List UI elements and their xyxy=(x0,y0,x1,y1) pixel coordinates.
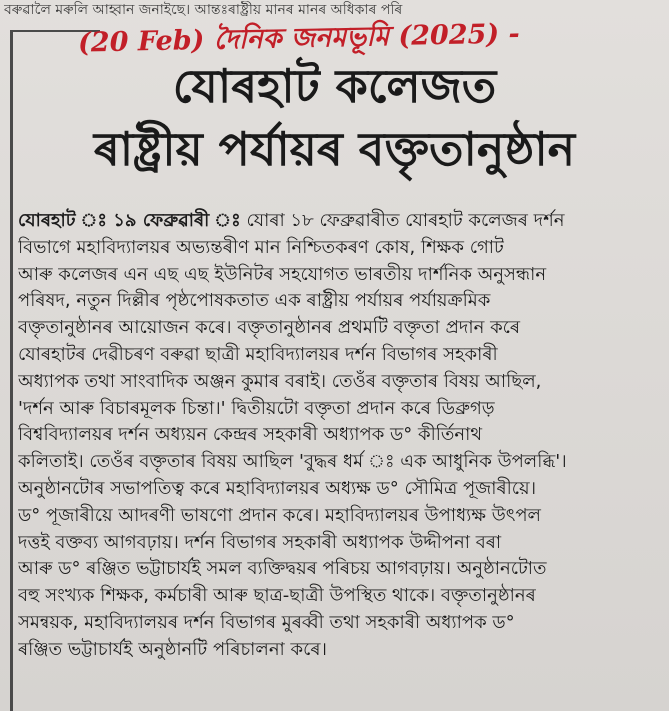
article-line: বিভাগে মহাবিদ্যালয়ৰ অভ্যন্তৰীণ মান নিশ্চিতকৰণ কোষ, শিক্ষক গোট xyxy=(18,236,504,258)
article-line-text: যোৰা ১৮ ফেব্ৰুৱাৰীত যোৰহাট কলেজৰ দৰ্শন xyxy=(240,210,565,231)
article-line: বহু সংখ্যক শিক্ষক, কৰ্মচাৰী আৰু ছাত্ৰ-ছাত্ৰী উপস্থিত থাকে। বক্তৃতানুষ্ঠানৰ xyxy=(18,585,536,607)
article-line: কলিতাই। তেওঁৰ বক্তৃতাৰ বিষয় আছিল 'বুদ্ধৰ ধৰ্ম ঃ এক আধুনিক উপলব্ধি'। xyxy=(18,451,567,473)
headline-line-2: ৰাষ্ট্ৰীয় পৰ্যায়ৰ বক্তৃতানুষ্ঠান xyxy=(93,122,576,176)
article-line: আৰু কলেজৰ এন এছ এছ ইউনিটৰ সহযোগত ভাৰতীয় দাৰ্শনিক অনুসন্ধান xyxy=(18,263,547,285)
headline-line-1: যোৰহাট কলেজত xyxy=(172,59,497,113)
article-body xyxy=(18,208,666,664)
article-line: পৰিষদ, নতুন দিল্লীৰ পৃষ্ঠপোষকতাত এক ৰাষ্ট্ৰীয় পৰ্যায়ৰ পৰ্যায়ক্ৰমিক xyxy=(18,290,491,312)
article-line xyxy=(18,208,666,235)
article-line: 'দৰ্শন আৰু বিচাৰমূলক চিন্তা।' দ্বিতীয়টো বক্তৃতা প্ৰদান কৰে ডিব্ৰুগড় xyxy=(18,397,495,419)
article-line: বিশ্ববিদ্যালয়ৰ দৰ্শন অধ্যয়ন কেন্দ্ৰৰ সহকাৰী অধ্যাপক ড° কীৰ্তিনাথ xyxy=(18,424,483,446)
article-line: অনুষ্ঠানটোৰ সভাপতিত্ব কৰে মহাবিদ্যালয়ৰ অধ্যক্ষ ড° সৌমিত্ৰ পূজাৰীয়ে। xyxy=(18,477,537,499)
article-line: বক্তৃতানুষ্ঠানৰ আয়োজন কৰে। বক্তৃতানুষ্ঠানৰ প্ৰথমটি বক্তৃতা প্ৰদান কৰে xyxy=(18,317,521,339)
dateline: যোৰহাট ঃ ১৯ ফেব্ৰুৱাৰী ঃ xyxy=(18,210,241,231)
article-line: ৰঞ্জিত ভট্টাচাৰ্যই অনুষ্ঠানটি পৰিচালনা কৰে। xyxy=(18,638,327,660)
article-line: অধ্যাপক তথা সাংবাদিক অঞ্জন কুমাৰ বৰাই। তেওঁৰ বক্তৃতাৰ বিষয় আছিল, xyxy=(18,370,542,392)
handwritten-source-note: (20 Feb) দৈনিক জনমভূমি (2025) - xyxy=(77,18,521,59)
previous-article-fragment: বৰুৱালৈ মৰুলি আহ্বান জনাইছে। আন্তঃৰাষ্ট্ৰীয় মানৰ মানৰ অধিকাৰ পৰি xyxy=(4,2,403,18)
article-line: দত্তই বক্তব্য আগবঢ়ায়। দৰ্শন বিভাগৰ সহকাৰী অধ্যাপক উদ্দীপনা বৰা xyxy=(18,531,502,553)
article-line: আৰু ড° ৰঞ্জিত ভট্টাচাৰ্যই সমল ব্যক্তিদ্বয়ৰ পৰিচয় আগবঢ়ায়। অনুষ্ঠানটোত xyxy=(18,558,547,580)
article-line: সমন্বয়ক, মহাবিদ্যালয়ৰ দৰ্শন বিভাগৰ মুৰব্বী তথা সহকাৰী অধ্যাপক ড° xyxy=(18,611,515,633)
article-line: ড° পূজাৰীয়ে আদৰণী ভাষণো প্ৰদান কৰে। মহাবিদ্যালয়ৰ উপাধ্যক্ষ উৎপল xyxy=(18,504,541,526)
article-line: যোৰহাটৰ দেৱীচৰণ বৰুৱা ছাত্ৰী মহাবিদ্যালয়ৰ দৰ্শন বিভাগৰ সহকাৰী xyxy=(18,343,498,365)
